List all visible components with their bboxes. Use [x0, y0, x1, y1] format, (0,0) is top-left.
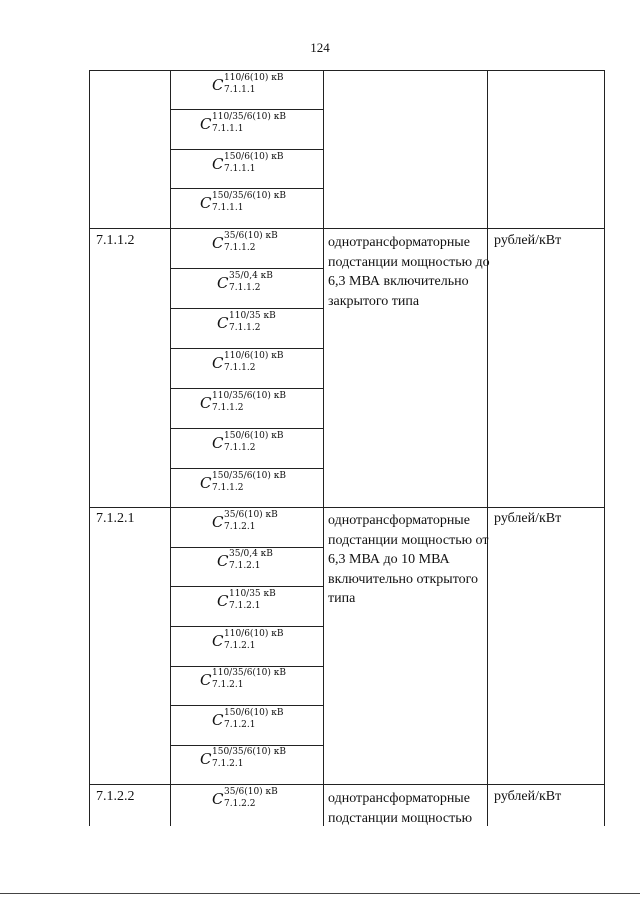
subrow-separator — [170, 388, 324, 389]
row-separator — [89, 228, 605, 229]
scan-edge-line — [0, 893, 640, 894]
subrow-separator — [170, 109, 324, 110]
subrow-separator — [170, 268, 324, 269]
subrow-separator — [170, 149, 324, 150]
subrow-separator — [170, 586, 324, 587]
row-description: однотрансформаторные подстанции мощностью до 6,3 МВА включительно закрытого типа — [328, 235, 490, 309]
table-border-top — [89, 70, 605, 71]
subrow-separator — [170, 745, 324, 746]
subrow-separator — [170, 626, 324, 627]
table-border-right — [604, 70, 605, 826]
row-code: 7.1.2.2 — [96, 789, 135, 804]
row-description: однотрансформаторные подстанции мощностью от 6,3 МВА до 10 МВА включительно открытого типа — [328, 513, 489, 606]
row-unit: рублей/кВт — [494, 789, 562, 804]
subrow-separator — [170, 547, 324, 548]
row-unit: рублей/кВт — [494, 233, 562, 248]
subrow-separator — [170, 468, 324, 469]
row-separator — [89, 507, 605, 508]
subrow-separator — [170, 348, 324, 349]
subrow-separator — [170, 705, 324, 706]
row-code: 7.1.1.2 — [96, 233, 135, 248]
table-border-col3 — [487, 70, 488, 826]
row-code: 7.1.2.1 — [96, 511, 135, 526]
subrow-separator — [170, 308, 324, 309]
table-border-col1 — [170, 70, 171, 826]
table-border-col2 — [323, 70, 324, 826]
row-unit: рублей/кВт — [494, 511, 562, 526]
row-separator — [89, 784, 605, 785]
subrow-separator — [170, 188, 324, 189]
subrow-separator — [170, 428, 324, 429]
row-description: однотрансформаторные подстанции мощностью — [328, 791, 473, 826]
page-number: 124 — [310, 40, 330, 55]
tariff-table: C 110/6(10) кВ 7.1.1.1 C 110/35/6(10) кВ 7.1.1.1 C 150/6(10) кВ 7.1.1.1 C 150/35/6(10) кВ 7.1.1.1 7.1.1.2 однотрансформаторные подстанции мощностью до 6,3 МВА включительно закрытого типа рублей/кВт C 35/6(10) кВ 7.1.1.2 C 35/0,4 кВ 7.1.1.2 C 110/35 кВ 7.1.1.2 C 110/6(10) кВ 7.1.1.2 C 110/35/6(10) кВ 7.1.1.2 C 150/6(10) кВ 7.1.1.2 C 150/35/6(10) кВ 7.1.1.2 7.1.2.1 однотрансформаторные подстанции мощностью от 6,3 МВА до 10 МВА включительно открытого типа рублей/кВт C 35/6(10) кВ 7.1.2.1 C 35/0,4 кВ 7.1.2.1 C 110/35 кВ 7.1.2.1 C 110/6(10) кВ 7.1.2.1 C 110/35/6(10) кВ 7.1.2.1 C 150/6(10) кВ 7.1.2.1 C 150/35/6(10) кВ 7.1.2.1 7.1.2.2 однотрансформаторные подстанции мощностью рублей/кВт C 35/6(10) кВ 7.1.2.2 — [0, 0, 640, 899]
table-border-left — [89, 70, 90, 826]
subrow-separator — [170, 666, 324, 667]
